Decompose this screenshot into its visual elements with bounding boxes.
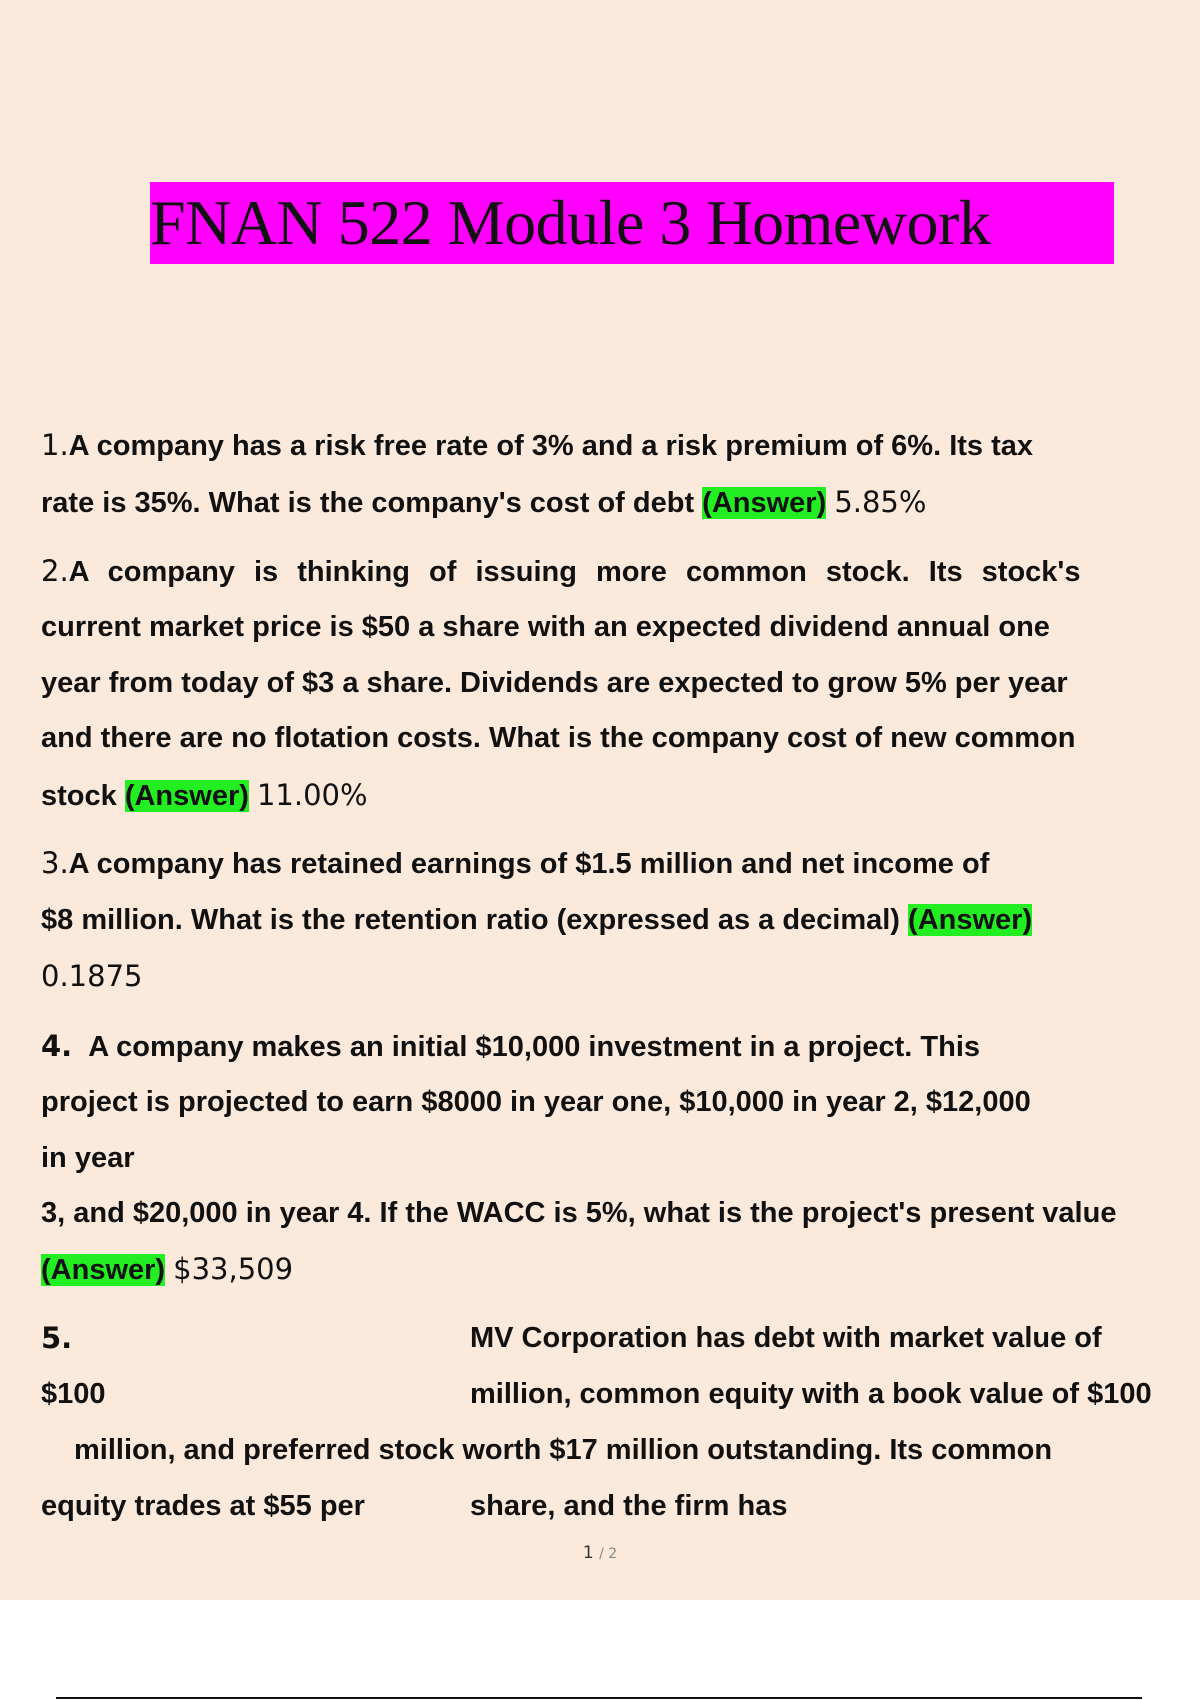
q3-answer-value: 0.1875 xyxy=(41,959,143,993)
q5-line-1a xyxy=(41,1318,72,1358)
title-highlight xyxy=(150,182,1114,264)
q5-number: 5. xyxy=(41,1321,73,1355)
q1-line-2 xyxy=(41,482,926,522)
q1-text-1: A company has a risk free rate of 3% and a risk premium of 6%. Its tax xyxy=(68,430,1034,462)
page-total: / 2 xyxy=(599,1546,618,1562)
q4-text-2: project is projected to earn $8000 in year one, $10,000 in year 2, $12,000 xyxy=(41,1086,1031,1118)
q4-line-5 xyxy=(41,1249,293,1289)
q2-text-3: year from today of $3 a share. Dividends are expected to grow 5% per year xyxy=(41,667,1068,699)
q2-text-1: A company is thinking of issuing more common stock. Its stock's xyxy=(68,556,1081,588)
q5-line-4a xyxy=(41,1486,365,1526)
q2-line-2 xyxy=(41,607,1050,647)
q1-answer-label: (Answer) xyxy=(702,487,827,519)
q4-answer-label: (Answer) xyxy=(41,1254,166,1286)
q5-text-4: million, and preferred stock worth $17 million outstanding. Its common xyxy=(74,1434,1053,1466)
q4-line-1 xyxy=(41,1026,980,1066)
q4-answer-value: $33,509 xyxy=(173,1252,294,1286)
q2-line-1 xyxy=(41,551,1194,591)
q2-line-5 xyxy=(41,775,368,815)
q2-text-5: stock xyxy=(41,780,117,812)
q3-line-1 xyxy=(41,843,989,883)
q4-line-4 xyxy=(41,1193,1200,1233)
q3-text-1: A company has retained earnings of $1.5 million and net income of xyxy=(68,848,990,880)
q2-text-2: current market price is $50 a share with an expected dividend annual one xyxy=(41,611,1050,643)
q5-line-2b xyxy=(470,1374,1200,1414)
q2-answer-label: (Answer) xyxy=(124,780,249,812)
q1-number: 1. xyxy=(41,428,69,462)
q4-number: 4. xyxy=(41,1029,73,1063)
q3-line-3 xyxy=(41,956,142,996)
q2-line-4 xyxy=(41,718,1075,758)
q5-text-5: equity trades at $55 per xyxy=(41,1490,365,1522)
page-current: 1 xyxy=(582,1543,594,1563)
q5-line-3 xyxy=(74,1430,1052,1470)
q5-line-1b xyxy=(470,1318,1102,1358)
q5-text-3: million, common equity with a book value of $100 xyxy=(470,1378,1152,1410)
q3-answer-label: (Answer) xyxy=(908,904,1033,936)
q5-text-6: share, and the firm has xyxy=(470,1490,788,1522)
footer-rule xyxy=(56,1697,1142,1699)
q2-answer-value: 11.00% xyxy=(256,778,368,812)
q3-line-2 xyxy=(41,900,1032,940)
q4-text-3: in year xyxy=(41,1142,135,1174)
q5-line-4b xyxy=(470,1486,788,1526)
q3-number: 3. xyxy=(41,846,69,880)
q4-line-2 xyxy=(41,1082,1031,1122)
q4-text-1: A company makes an initial $10,000 investment in a project. This xyxy=(88,1031,981,1063)
q1-answer-value: 5.85% xyxy=(834,485,927,519)
q5-line-2a xyxy=(41,1374,106,1414)
q3-text-2: $8 million. What is the retention ratio (expressed as a decimal) xyxy=(41,904,900,936)
q2-number: 2. xyxy=(41,554,69,588)
q2-text-4: and there are no flotation costs. What is the company cost of new common xyxy=(41,722,1076,754)
q5-text-1: MV Corporation has debt with market value of xyxy=(470,1322,1102,1354)
q2-line-3 xyxy=(41,663,1068,703)
q4-text-4: 3, and $20,000 in year 4. If the WACC is 5%, what is the project's present value xyxy=(41,1197,1117,1229)
q1-line-1 xyxy=(41,425,1194,465)
q5-text-2: $100 xyxy=(41,1378,106,1410)
page-indicator xyxy=(0,1543,1200,1563)
q1-text-2: rate is 35%. What is the company's cost of debt xyxy=(41,487,695,519)
q4-line-3 xyxy=(41,1138,135,1178)
document-title: FNAN 522 Module 3 Homework xyxy=(150,187,991,258)
